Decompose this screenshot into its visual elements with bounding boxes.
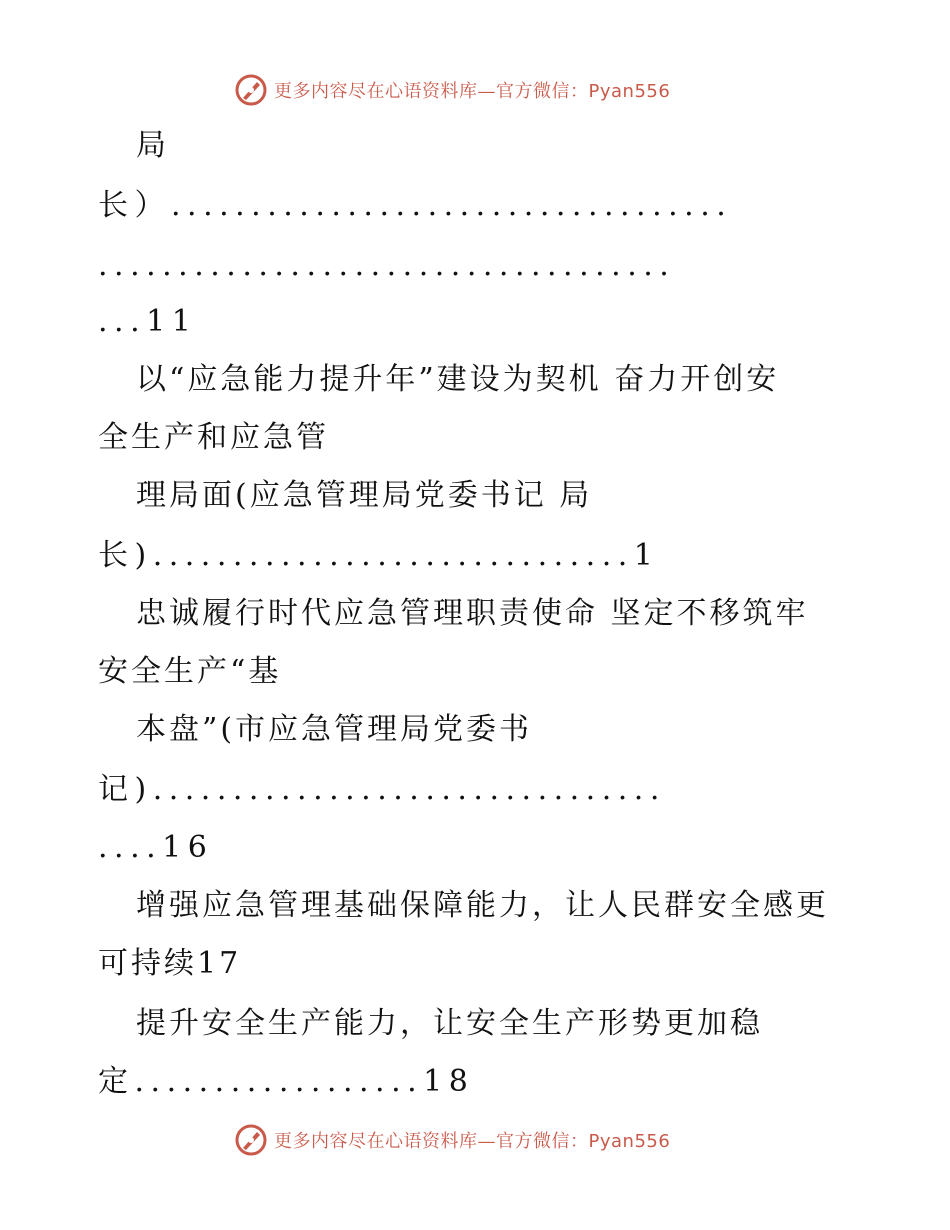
toc-line: 以“应急能力提升年”建设为契机 奋力开创安 — [136, 362, 780, 397]
toc-line: 增强应急管理基础保障能力，让人民群安全感更 — [136, 888, 829, 923]
toc-line: 本盘”(市应急管理局党委书 — [136, 712, 533, 747]
toc-line: 忠诚履行时代应急管理职责使命 坚定不移筑牢 — [136, 596, 809, 631]
toc-line: 理局面(应急管理局党委书记 局 — [136, 478, 593, 513]
footer-watermark — [234, 1122, 670, 1158]
watermark-wechat-id: Pyan556 — [588, 81, 671, 102]
toc-line: 安全生产“基 — [98, 654, 282, 689]
watermark-wechat-id: Pyan556 — [588, 1131, 671, 1152]
toc-line: 长）................................... — [98, 188, 733, 223]
toc-line: 定..................18 — [98, 1064, 475, 1099]
watermark-label: 更多内容尽在心语资料库—官方微信： — [274, 81, 589, 102]
toc-line: 记)................................ — [98, 772, 666, 807]
watermark-text — [274, 1127, 670, 1153]
toc-line: 全生产和应急管 — [98, 420, 329, 455]
toc-line: 长)..............................1 — [98, 538, 660, 573]
toc-line: 局 — [136, 128, 169, 163]
toc-line: .................................... — [98, 248, 676, 283]
toc-line: 可持续17 — [98, 946, 242, 981]
quill-circle-logo-icon — [234, 1123, 268, 1157]
watermark-label: 更多内容尽在心语资料库—官方微信： — [274, 1131, 589, 1152]
toc-line: ...11 — [98, 304, 198, 339]
toc-line: ....16 — [98, 830, 214, 865]
toc-line: 提升安全生产能力，让安全生产形势更加稳 — [136, 1006, 763, 1041]
